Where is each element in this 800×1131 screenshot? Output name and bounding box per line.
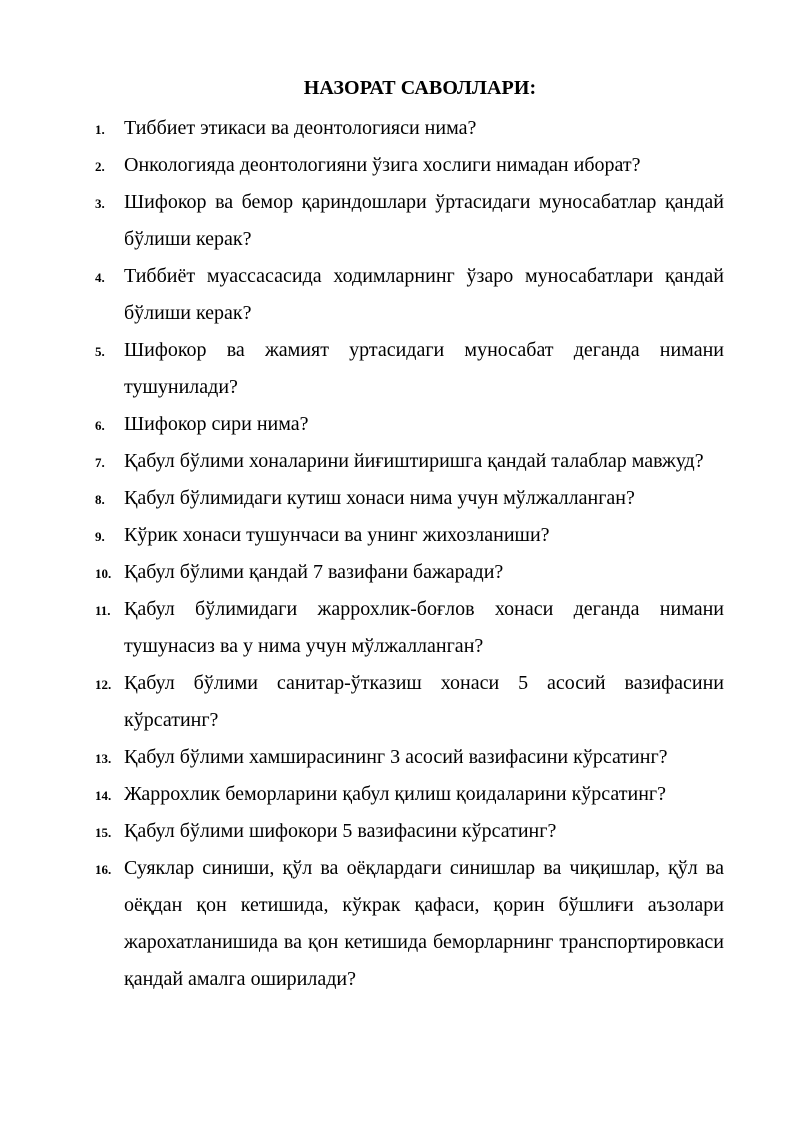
question-text: Кўрик хонаси тушунчаси ва унинг жихозланиши? (124, 524, 550, 546)
list-item (0, 480, 724, 517)
question-list (0, 110, 800, 998)
question-number: 12. (95, 677, 112, 692)
list-item (0, 517, 724, 554)
question-text: Суяклар синиши, қўл ва оёқлардаги синишлар ва чиқишлар, қўл ва оёқдан қон кетишида, кўкрак қафаси, қорин бўшлиғи аъзолари жарохатланишида ва қон кетишида беморларнинг транспортировкаси қандай амалга оширилади? (124, 857, 724, 990)
list-item (0, 850, 724, 998)
list-item (0, 443, 724, 480)
list-item (0, 184, 724, 258)
question-number: 7. (95, 455, 105, 470)
question-number: 13. (95, 751, 112, 766)
list-item (0, 147, 724, 184)
list-item (0, 739, 724, 776)
question-number: 11. (95, 603, 111, 618)
question-number: 5. (95, 344, 105, 359)
question-text: Қабул бўлими хоналарини йиғиштиришга қандай талаблар мавжуд? (124, 450, 704, 472)
list-item (0, 406, 724, 443)
question-text: Жаррохлик беморларини қабул қилиш қоидаларини кўрсатинг? (124, 783, 667, 805)
question-number: 6. (95, 418, 105, 433)
question-number: 10. (95, 566, 112, 581)
question-number: 4. (95, 270, 105, 285)
question-number: 16. (95, 862, 112, 877)
list-item (0, 591, 724, 665)
question-number: 2. (95, 159, 105, 174)
question-number: 14. (95, 788, 112, 803)
question-text: Шифокор сири нима? (124, 413, 309, 435)
question-number: 9. (95, 529, 105, 544)
question-text: Қабул бўлими қандай 7 вазифани бажаради? (124, 561, 504, 583)
question-text: Тиббиет этикаси ва деонтологияси нима? (124, 117, 477, 139)
page-title: НАЗОРАТ САВОЛЛАРИ: (303, 77, 537, 99)
question-text: Қабул бўлими хамширасининг 3 асосий вазифасини кўрсатинг? (124, 746, 668, 768)
question-text: Қабул бўлимидаги кутиш хонаси нима учун мўлжалланган? (124, 487, 635, 509)
question-text: Қабул бўлими санитар-ўтказиш хонаси 5 асосий вазифасини кўрсатинг? (124, 672, 724, 731)
question-number: 1. (95, 122, 105, 137)
list-item (0, 110, 724, 147)
question-number: 8. (95, 492, 105, 507)
list-item (0, 332, 724, 406)
list-item (0, 258, 724, 332)
question-number: 3. (95, 196, 105, 211)
list-item (0, 813, 724, 850)
question-number: 15. (95, 825, 112, 840)
list-item (0, 776, 724, 813)
question-text: Шифокор ва бемор қариндошлари ўртасидаги муносабатлар қандай бўлиши керак? (124, 191, 724, 250)
list-item (0, 554, 724, 591)
question-text: Қабул бўлими шифокори 5 вазифасини кўрсатинг? (124, 820, 557, 842)
question-text: Тиббиёт муассасасида ходимларнинг ўзаро муносабатлари қандай бўлиши керак? (124, 265, 724, 324)
list-item (0, 665, 724, 739)
question-text: Онкологияда деонтологияни ўзига хослиги нимадан иборат? (124, 154, 641, 176)
question-text: Қабул бўлимидаги жаррохлик-боғлов хонаси деганда нимани тушунасиз ва у нима учун мўлжалланган? (124, 598, 724, 657)
question-text: Шифокор ва жамият уртасидаги муносабат деганда нимани тушунилади? (124, 339, 724, 398)
